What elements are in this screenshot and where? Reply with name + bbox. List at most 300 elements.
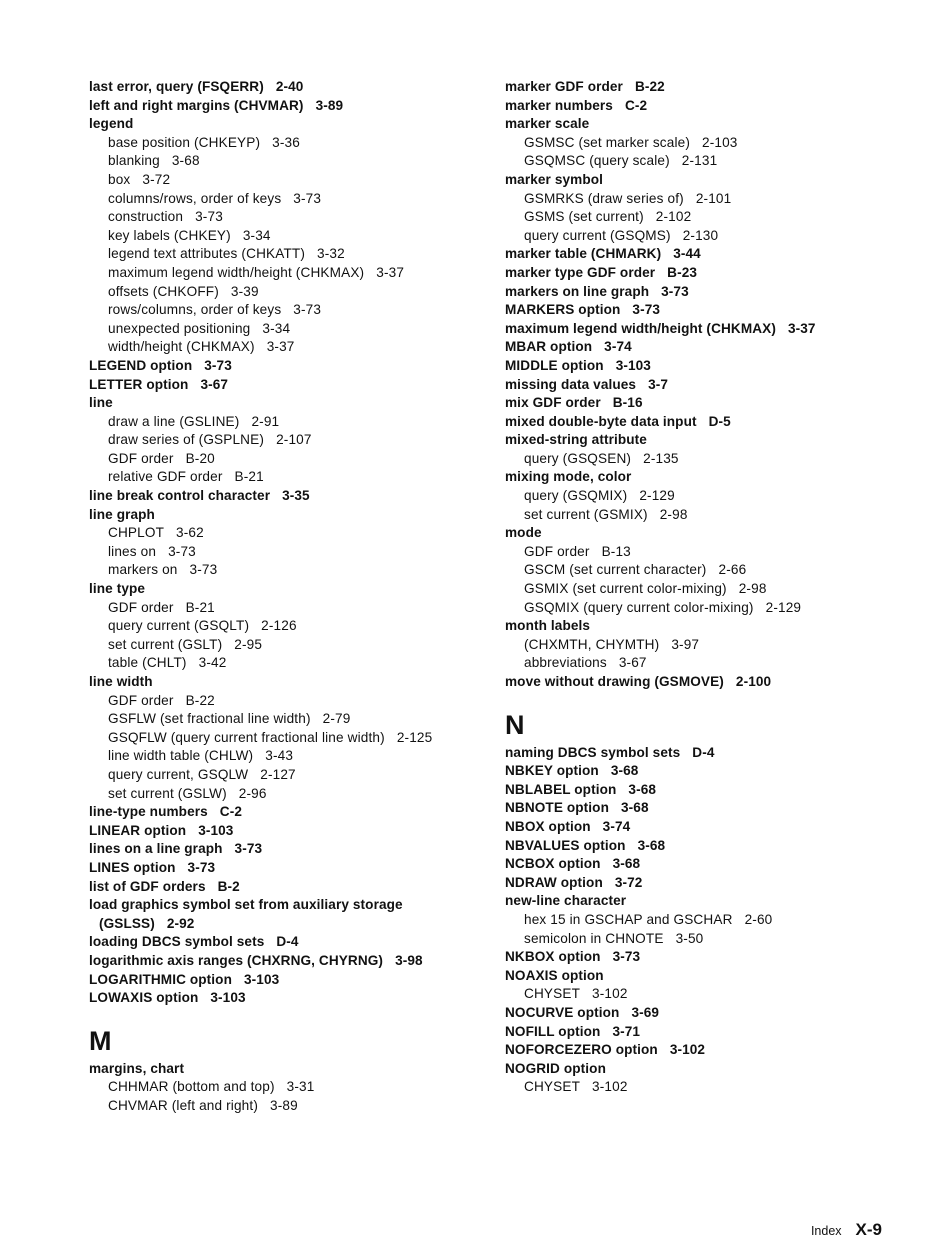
index-entry (505, 744, 925, 763)
index-term: load graphics symbol set from auxiliary storage (89, 897, 403, 913)
index-entry (89, 78, 489, 97)
index-entry (505, 97, 925, 116)
footer-label: Index (810, 1224, 842, 1238)
page-reference: 2-125 (396, 729, 433, 745)
index-term: new-line character (505, 893, 627, 909)
page-reference: 3-73 (293, 302, 322, 318)
page-reference: 3-31 (286, 1079, 315, 1095)
index-subentry (505, 134, 925, 153)
page-reference: 3-32 (317, 246, 345, 262)
page-reference: 3-37 (376, 264, 405, 280)
page-reference: 3-74 (604, 339, 632, 355)
index-entry (89, 97, 489, 116)
index-entry (505, 413, 925, 432)
page-reference: 2-127 (260, 766, 296, 782)
page-reference: 2-66 (718, 562, 747, 578)
page-reference: 3-69 (631, 1004, 660, 1020)
index-entry (505, 967, 925, 986)
index-term: GSFLW (set fractional line width) (108, 711, 311, 727)
index-term: month labels (505, 618, 591, 634)
index-term: columns/rows, order of keys (108, 190, 282, 206)
index-subentry (505, 636, 925, 655)
index-term: LETTER option (89, 376, 189, 392)
index-term: LOGARITHMIC option (89, 971, 232, 987)
page-reference: 2-96 (238, 785, 267, 801)
index-subentry (89, 245, 489, 264)
index-term: LINEAR option (89, 822, 187, 838)
index-term: set current (GSLT) (108, 636, 223, 652)
page-reference: 3-50 (675, 930, 704, 946)
page-reference: 2-135 (643, 450, 679, 466)
index-entry (505, 948, 925, 967)
index-term: NCBOX option (505, 856, 601, 872)
index-entry (89, 989, 489, 1008)
index-subentry (89, 654, 489, 673)
index-term: width/height (CHKMAX) (108, 339, 255, 355)
page-reference: B-21 (234, 469, 264, 485)
index-subentry (89, 227, 489, 246)
page-reference: 3-103 (244, 971, 280, 987)
page-reference: 2-129 (639, 488, 675, 504)
page-reference: 3-62 (176, 525, 204, 541)
page-reference: 3-73 (632, 302, 661, 318)
page-reference: 3-68 (171, 153, 200, 169)
index-entry (89, 952, 489, 971)
index-entry (89, 896, 489, 915)
index-entry (89, 878, 489, 897)
page-reference: 2-102 (655, 209, 692, 225)
index-entry (505, 617, 925, 636)
index-entry (89, 933, 489, 952)
page-reference: 2-40 (275, 79, 304, 94)
index-term: LOWAXIS option (89, 990, 199, 1006)
index-term: NBOX option (505, 818, 591, 834)
index-subentry (89, 1078, 489, 1097)
page-reference: 3-68 (628, 781, 657, 797)
index-subentry (89, 338, 489, 357)
index-term: set current (GSLW) (108, 785, 227, 801)
page-reference: 3-102 (592, 1079, 628, 1095)
index-term: marker table (CHMARK) (505, 246, 662, 262)
index-term: missing data values (505, 376, 637, 392)
page-reference: 3-72 (142, 171, 171, 187)
page-reference: 3-103 (615, 357, 651, 373)
index-term: offsets (CHKOFF) (108, 283, 219, 299)
index-subentry (89, 766, 489, 785)
index-term: GSMSC (set marker scale) (524, 134, 690, 150)
index-term: NOCURVE option (505, 1004, 620, 1020)
index-entry (505, 376, 925, 395)
index-entry (505, 1060, 925, 1079)
index-subentry (89, 468, 489, 487)
index-subentry (89, 208, 489, 227)
page-reference: 2-98 (659, 506, 688, 522)
index-term: legend text attributes (CHKATT) (108, 246, 306, 262)
index-subentry (89, 617, 489, 636)
index-subentry (89, 152, 489, 171)
page-reference: 3-73 (234, 841, 263, 857)
index-entry (505, 115, 925, 134)
index-term: line type (89, 581, 146, 597)
index-term: maximum legend width/height (CHKMAX) (108, 264, 365, 280)
index-term: draw a line (GSLINE) (108, 413, 240, 429)
index-term: GSMRKS (draw series of) (524, 190, 684, 206)
index-subentry (89, 301, 489, 320)
index-term: key labels (CHKEY) (108, 227, 231, 243)
index-subentry (505, 1078, 925, 1097)
index-entry (505, 673, 925, 692)
index-term: GDF order (108, 692, 174, 708)
page-reference: 3-68 (637, 837, 666, 853)
index-term: lines on (108, 543, 157, 559)
index-entry (505, 855, 925, 874)
index-term: unexpected positioning (108, 320, 251, 336)
index-term: MIDDLE option (505, 357, 604, 373)
index-term: NOFORCEZERO option (505, 1042, 658, 1058)
index-term: GDF order (108, 450, 174, 466)
index-term: GSMS (set current) (524, 209, 644, 225)
index-term: table (CHLT) (108, 655, 187, 671)
index-subentry (89, 636, 489, 655)
index-subentry (505, 580, 925, 599)
index-term: GSMIX (set current color-mixing) (524, 581, 727, 597)
page-reference: 3-73 (661, 283, 689, 299)
page-reference: 3-37 (266, 339, 295, 355)
index-entry (505, 1004, 925, 1023)
index-subentry (89, 190, 489, 209)
index-term: (GSLSS) (99, 915, 155, 931)
page-reference: C-2 (219, 804, 242, 820)
index-entry (89, 971, 489, 990)
index-entry (505, 264, 925, 283)
page-reference: 3-68 (621, 800, 649, 816)
index-entry (505, 394, 925, 413)
index-entry (505, 283, 925, 302)
page-reference: 3-35 (282, 488, 310, 504)
page-reference: 3-73 (293, 190, 322, 206)
index-term: construction (108, 209, 184, 225)
index-subentry (505, 654, 925, 673)
index-entry (89, 487, 489, 506)
index-term: base position (CHKEYP) (108, 134, 261, 150)
index-term: LINES option (89, 859, 176, 875)
index-term: NOGRID option (505, 1060, 606, 1076)
index-term: loading DBCS symbol sets (89, 934, 265, 950)
index-entry (89, 803, 489, 822)
index-term: CHYSET (524, 986, 581, 1002)
page-reference: 3-103 (210, 990, 246, 1006)
index-entry (505, 245, 925, 264)
index-term: mix GDF order (505, 395, 601, 411)
page-reference: D-4 (276, 934, 299, 950)
page-reference: 2-126 (261, 618, 297, 634)
index-term: CHPLOT (108, 525, 165, 541)
index-entry (505, 1041, 925, 1060)
index-subentry (505, 506, 925, 525)
index-subentry (505, 911, 925, 930)
index-subentry (89, 413, 489, 432)
index-entry (89, 580, 489, 599)
page-reference: 3-73 (168, 543, 196, 559)
index-term: last error, query (FSQERR) (89, 79, 264, 94)
page-reference: 2-101 (695, 190, 732, 206)
page-reference: C-2 (624, 97, 648, 113)
index-term: maximum legend width/height (CHKMAX) (505, 320, 776, 336)
page-reference: B-22 (185, 692, 215, 708)
index-entry (505, 1023, 925, 1042)
index-entry (89, 915, 489, 934)
index-term: markers on (108, 562, 178, 578)
page-reference: B-13 (601, 543, 631, 559)
index-entry (505, 762, 925, 781)
index-term: set current (GSMIX) (524, 506, 648, 522)
index-term: lines on a line graph (89, 841, 223, 857)
index-term: line width table (CHLW) (108, 748, 254, 764)
page-reference: 3-73 (204, 357, 232, 373)
page-reference: 3-71 (612, 1023, 641, 1039)
index-term: logarithmic axis ranges (CHXRNG, CHYRNG) (89, 952, 384, 968)
index-term: query current (GSQLT) (108, 618, 250, 634)
page-reference: 2-107 (276, 432, 312, 448)
page-reference: D-4 (692, 744, 715, 760)
index-entry (505, 338, 925, 357)
index-term: mixing mode, color (505, 469, 632, 485)
index-term: left and right margins (CHVMAR) (89, 97, 304, 113)
page-reference: 3-39 (230, 283, 259, 299)
index-term: mixed-string attribute (505, 432, 647, 448)
index-term: line (89, 395, 113, 411)
index-subentry (89, 134, 489, 153)
index-term: CHYSET (524, 1079, 581, 1095)
page-reference: 3-89 (315, 97, 344, 113)
index-term: line-type numbers (89, 804, 208, 820)
index-entry (89, 115, 489, 134)
index-term: mixed double-byte data input (505, 413, 697, 429)
index-entry (89, 376, 489, 395)
index-subentry (505, 152, 925, 171)
index-entry (505, 431, 925, 450)
index-entry (505, 874, 925, 893)
index-term: NBVALUES option (505, 837, 626, 853)
index-subentry (505, 930, 925, 949)
page-reference: B-21 (185, 599, 215, 615)
index-column-left (89, 78, 489, 1115)
page-reference: 2-60 (744, 911, 773, 927)
page-reference: 3-73 (189, 562, 218, 578)
index-term: abbreviations (524, 655, 607, 671)
index-subentry (89, 524, 489, 543)
index-subentry (505, 450, 925, 469)
index-entry (505, 468, 925, 487)
index-subentry (89, 1097, 489, 1116)
index-term: naming DBCS symbol sets (505, 744, 681, 760)
index-subentry (89, 264, 489, 283)
page-reference: 3-67 (200, 376, 229, 392)
page-reference: 2-129 (765, 599, 802, 615)
index-term: LEGEND option (89, 357, 193, 373)
index-term: margins, chart (89, 1060, 185, 1076)
page-number: X-9 (855, 1220, 882, 1239)
index-term: query (GSQSEN) (524, 450, 632, 466)
page-reference: 3-34 (262, 320, 291, 336)
index-subentry (89, 450, 489, 469)
index-subentry (89, 171, 489, 190)
index-entry (89, 394, 489, 413)
page-reference: 3-68 (612, 856, 641, 872)
index-term: NDRAW option (505, 874, 603, 890)
index-term: line width (89, 674, 153, 689)
index-term: draw series of (GSPLNE) (108, 432, 265, 448)
section-letter: N (505, 709, 525, 740)
index-term: blanking (108, 153, 160, 169)
index-term: marker scale (505, 116, 590, 132)
page-reference: 2-100 (735, 674, 772, 689)
page-reference: 3-103 (198, 822, 234, 838)
page-reference: B-20 (185, 450, 215, 466)
page-reference: 3-97 (671, 636, 700, 652)
index-term: hex 15 in GSCHAP and GSCHAR (524, 911, 733, 927)
page-reference: 2-131 (681, 153, 718, 169)
page-reference: 3-98 (395, 952, 423, 968)
index-entry (505, 320, 925, 339)
page-reference: D-5 (708, 413, 731, 429)
index-term: GSCM (set current character) (524, 562, 707, 578)
page-reference: 3-36 (272, 134, 300, 150)
index-entry (505, 524, 925, 543)
index-term: line break control character (89, 488, 271, 504)
index-term: marker type GDF order (505, 264, 656, 280)
index-term: line graph (89, 506, 155, 522)
index-term: move without drawing (GSMOVE) (505, 674, 724, 689)
page-reference: B-23 (667, 264, 698, 280)
index-term: (CHXMTH, CHYMTH) (524, 636, 660, 652)
page-reference: 2-103 (702, 134, 738, 150)
page-reference: 3-73 (187, 859, 216, 875)
page-reference: 3-102 (592, 986, 628, 1002)
index-term: NOAXIS option (505, 967, 604, 983)
index-entry (505, 357, 925, 376)
page-reference: 2-98 (738, 581, 767, 597)
index-term: query (GSQMIX) (524, 488, 628, 504)
index-term: MBAR option (505, 339, 593, 355)
index-term: marker numbers (505, 97, 613, 113)
page-reference: 3-68 (610, 763, 639, 779)
index-subentry (505, 543, 925, 562)
index-subentry (89, 283, 489, 302)
index-term: GSQMIX (query current color-mixing) (524, 599, 754, 615)
page-reference: 2-130 (682, 227, 719, 243)
index-term: rows/columns, order of keys (108, 302, 282, 318)
page-reference: 3-73 (195, 209, 223, 225)
index-entry (89, 1060, 489, 1079)
index-subentry (89, 561, 489, 580)
page-reference: B-22 (634, 79, 665, 94)
page-reference: 3-37 (787, 320, 816, 336)
page-reference: B-16 (612, 395, 643, 411)
index-term: legend (89, 116, 134, 132)
index-entry (89, 357, 489, 376)
index-subentry (89, 785, 489, 804)
page-reference: 2-91 (251, 413, 280, 429)
index-subentry (505, 599, 925, 618)
section-letter: M (89, 1025, 112, 1056)
index-subentry (89, 599, 489, 618)
index-term: GDF order (524, 543, 590, 559)
index-entry (89, 506, 489, 525)
index-term: query current, GSQLW (108, 766, 249, 782)
index-term: mode (505, 525, 542, 541)
index-term: GSQMSC (query scale) (524, 153, 670, 169)
index-term: MARKERS option (505, 302, 621, 318)
index-subentry (89, 320, 489, 339)
index-entry (505, 799, 925, 818)
page-reference: 3-67 (618, 655, 647, 671)
index-subentry (505, 985, 925, 1004)
index-entry (89, 840, 489, 859)
index-term: semicolon in CHNOTE (524, 930, 664, 946)
page-reference: 2-92 (166, 915, 195, 931)
index-term: GSQFLW (query current fractional line width) (108, 729, 385, 745)
index-term: NBNOTE option (505, 800, 609, 816)
index-term: markers on line graph (505, 283, 650, 299)
index-term: GDF order (108, 599, 174, 615)
index-term: box (108, 171, 131, 187)
index-entry (505, 837, 925, 856)
index-subentry (89, 710, 489, 729)
index-entry (505, 818, 925, 837)
page-reference: 3-74 (602, 818, 631, 834)
index-term: list of GDF orders (89, 878, 206, 894)
page-reference: 3-102 (669, 1042, 706, 1058)
index-subentry (505, 227, 925, 246)
index-entry (505, 301, 925, 320)
index-column-right (505, 78, 925, 1097)
index-subentry (505, 561, 925, 580)
page-reference: 3-43 (265, 748, 294, 764)
index-subentry (505, 208, 925, 227)
index-term: NKBOX option (505, 949, 601, 965)
index-term: relative GDF order (108, 469, 223, 485)
index-subentry (89, 431, 489, 450)
page-reference: 3-34 (242, 227, 271, 243)
index-term: NOFILL option (505, 1023, 601, 1039)
index-term: CHHMAR (bottom and top) (108, 1079, 275, 1095)
index-term: marker GDF order (505, 79, 623, 94)
index-subentry (505, 190, 925, 209)
index-entry (89, 859, 489, 878)
page-reference: 3-42 (198, 655, 227, 671)
index-term: CHVMAR (left and right) (108, 1097, 259, 1113)
page-reference: 3-89 (270, 1097, 298, 1113)
index-entry (505, 78, 925, 97)
page-reference: 3-7 (648, 376, 669, 392)
index-term: NBLABEL option (505, 781, 617, 797)
index-entry (89, 673, 489, 692)
index-subentry (89, 543, 489, 562)
index-term: marker symbol (505, 171, 604, 187)
page-reference: 3-72 (614, 874, 643, 890)
index-subentry (89, 747, 489, 766)
index-entry (505, 781, 925, 800)
index-term: query current (GSQMS) (524, 227, 671, 243)
index-subentry (89, 692, 489, 711)
index-entry (505, 892, 925, 911)
page-reference: 2-79 (322, 711, 351, 727)
index-entry (89, 822, 489, 841)
index-term: NBKEY option (505, 763, 599, 779)
page-reference: 3-73 (612, 949, 641, 965)
page-reference: B-2 (217, 878, 240, 894)
